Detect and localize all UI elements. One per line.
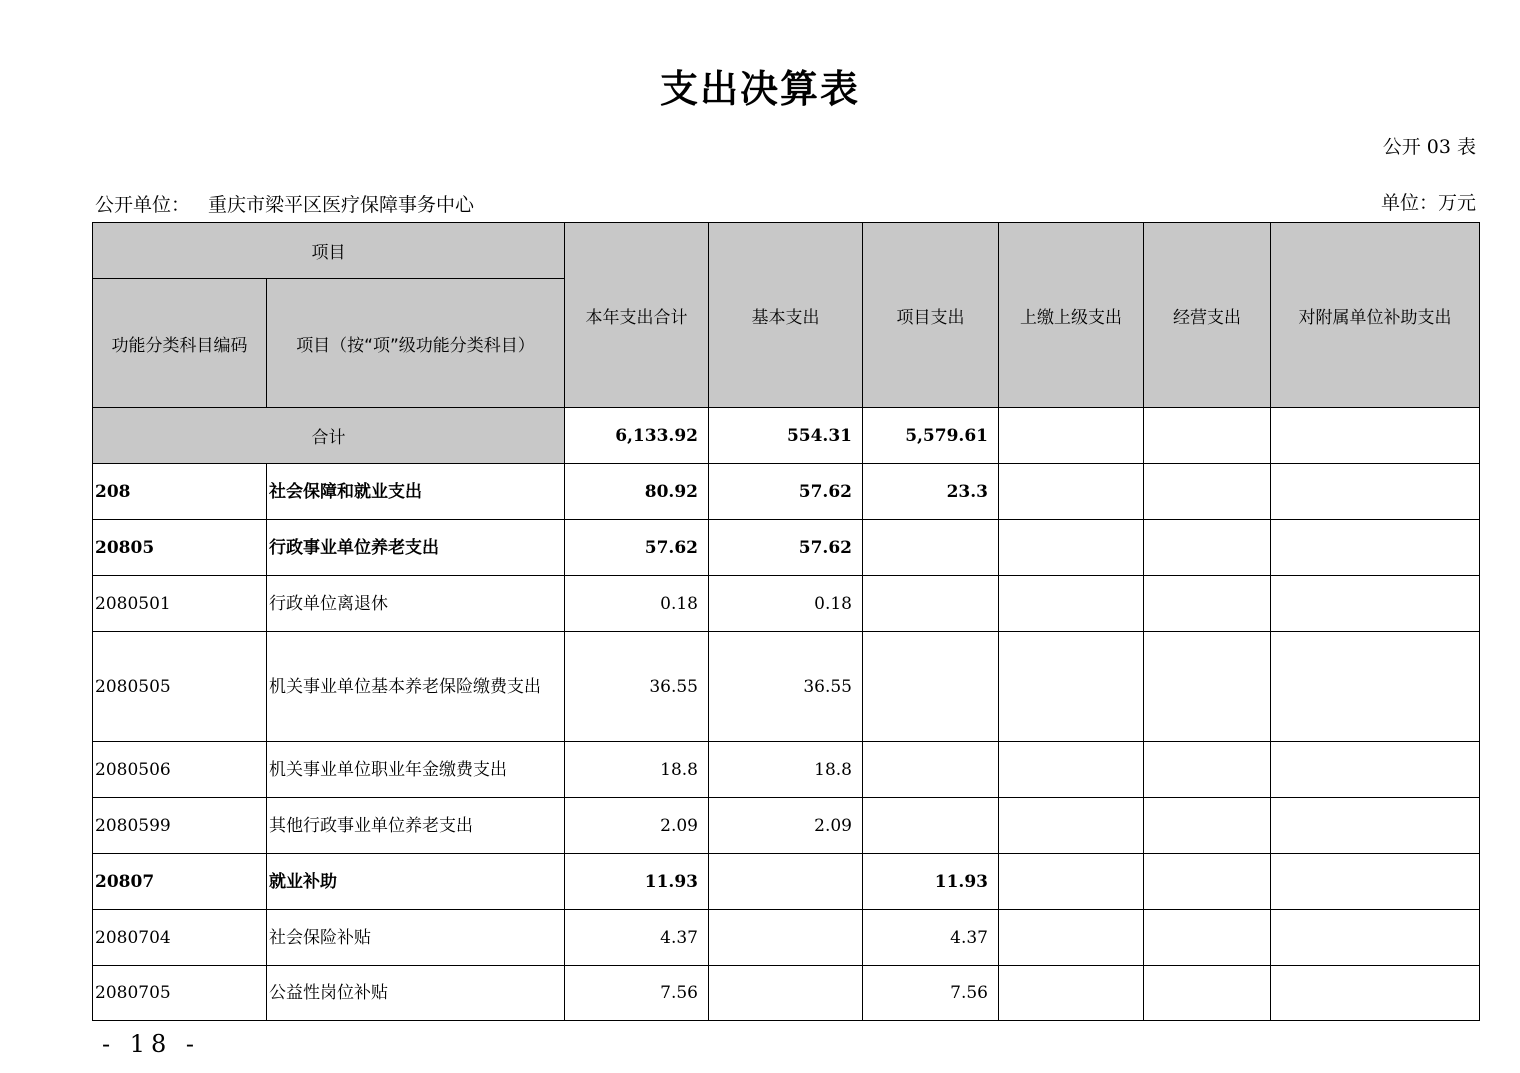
page-number: - 18 - [102,1030,201,1058]
total-upper [999,408,1144,464]
header-subsidiary: 对附属单位补助支出 [1271,223,1480,408]
table-number: 公开 03 表 [1382,136,1476,158]
header-name: 项目（按“项”级功能分类科目） [267,279,565,408]
header-item: 项目 [93,223,565,279]
header-code: 功能分类科目编码 [93,279,267,408]
currency-unit: 单位：万元 [1380,192,1476,214]
row-name: 机关事业单位职业年金缴费支出 [267,742,565,798]
total-row [93,408,1480,464]
row-upper [999,798,1144,854]
row-subsidiary [1271,464,1480,520]
table-row [93,854,1480,910]
row-basic: 2.09 [709,798,863,854]
header-total: 本年支出合计 [565,223,709,408]
table-row [93,464,1480,520]
row-name: 社会保险补贴 [267,910,565,966]
row-name: 公益性岗位补贴 [267,966,565,1021]
row-code: 20805 [93,520,267,576]
row-upper [999,632,1144,742]
row-code: 20807 [93,854,267,910]
total-label: 合计 [93,408,565,464]
row-upper [999,966,1144,1021]
row-total: 4.37 [565,910,709,966]
row-business [1144,798,1271,854]
expenditure-table [92,222,1480,1021]
row-subsidiary [1271,742,1480,798]
row-total: 80.92 [565,464,709,520]
table-row [93,742,1480,798]
row-subsidiary [1271,520,1480,576]
row-subsidiary [1271,854,1480,910]
total-business [1144,408,1271,464]
row-basic: 36.55 [709,632,863,742]
row-total: 57.62 [565,520,709,576]
row-project [863,742,999,798]
reporting-unit-label: 公开单位： [95,194,191,216]
row-project: 11.93 [863,854,999,910]
row-subsidiary [1271,910,1480,966]
row-subsidiary [1271,966,1480,1021]
row-name: 就业补助 [267,854,565,910]
row-name: 社会保障和就业支出 [267,464,565,520]
row-project [863,632,999,742]
row-basic [709,854,863,910]
total-project: 5,579.61 [863,408,999,464]
row-basic [709,966,863,1021]
row-code: 2080599 [93,798,267,854]
row-business [1144,966,1271,1021]
row-total: 0.18 [565,576,709,632]
table-row [93,910,1480,966]
row-subsidiary [1271,576,1480,632]
table-row [93,966,1480,1021]
row-project: 7.56 [863,966,999,1021]
header-upper: 上缴上级支出 [999,223,1144,408]
table-row [93,520,1480,576]
row-upper [999,520,1144,576]
row-project: 23.3 [863,464,999,520]
reporting-unit [95,190,474,217]
row-business [1144,464,1271,520]
row-business [1144,854,1271,910]
row-business [1144,576,1271,632]
reporting-unit-name: 重庆市梁平区医疗保障事务中心 [208,194,475,216]
header-project: 项目支出 [863,223,999,408]
row-code: 2080505 [93,632,267,742]
row-subsidiary [1271,798,1480,854]
row-code: 2080506 [93,742,267,798]
row-code: 208 [93,464,267,520]
row-name: 其他行政事业单位养老支出 [267,798,565,854]
row-project [863,576,999,632]
row-upper [999,576,1144,632]
page-title: 支出决算表 [659,67,860,111]
row-total: 11.93 [565,854,709,910]
row-upper [999,464,1144,520]
row-basic: 57.62 [709,464,863,520]
row-business [1144,910,1271,966]
row-basic: 0.18 [709,576,863,632]
row-code: 2080704 [93,910,267,966]
table-row [93,632,1480,742]
row-business [1144,520,1271,576]
row-subsidiary [1271,632,1480,742]
row-total: 7.56 [565,966,709,1021]
row-upper [999,742,1144,798]
total-basic: 554.31 [709,408,863,464]
row-total: 2.09 [565,798,709,854]
row-total: 36.55 [565,632,709,742]
row-basic [709,910,863,966]
row-name: 机关事业单位基本养老保险缴费支出 [267,632,565,742]
row-code: 2080501 [93,576,267,632]
header-business: 经营支出 [1144,223,1271,408]
row-project: 4.37 [863,910,999,966]
row-total: 18.8 [565,742,709,798]
row-project [863,520,999,576]
total-sum: 6,133.92 [565,408,709,464]
row-business [1144,742,1271,798]
row-name: 行政事业单位养老支出 [267,520,565,576]
row-basic: 57.62 [709,520,863,576]
row-upper [999,854,1144,910]
row-code: 2080705 [93,966,267,1021]
table-row [93,576,1480,632]
header-basic: 基本支出 [709,223,863,408]
row-basic: 18.8 [709,742,863,798]
row-business [1144,632,1271,742]
row-upper [999,910,1144,966]
total-subsidiary [1271,408,1480,464]
row-name: 行政单位离退休 [267,576,565,632]
table-row [93,798,1480,854]
row-project [863,798,999,854]
